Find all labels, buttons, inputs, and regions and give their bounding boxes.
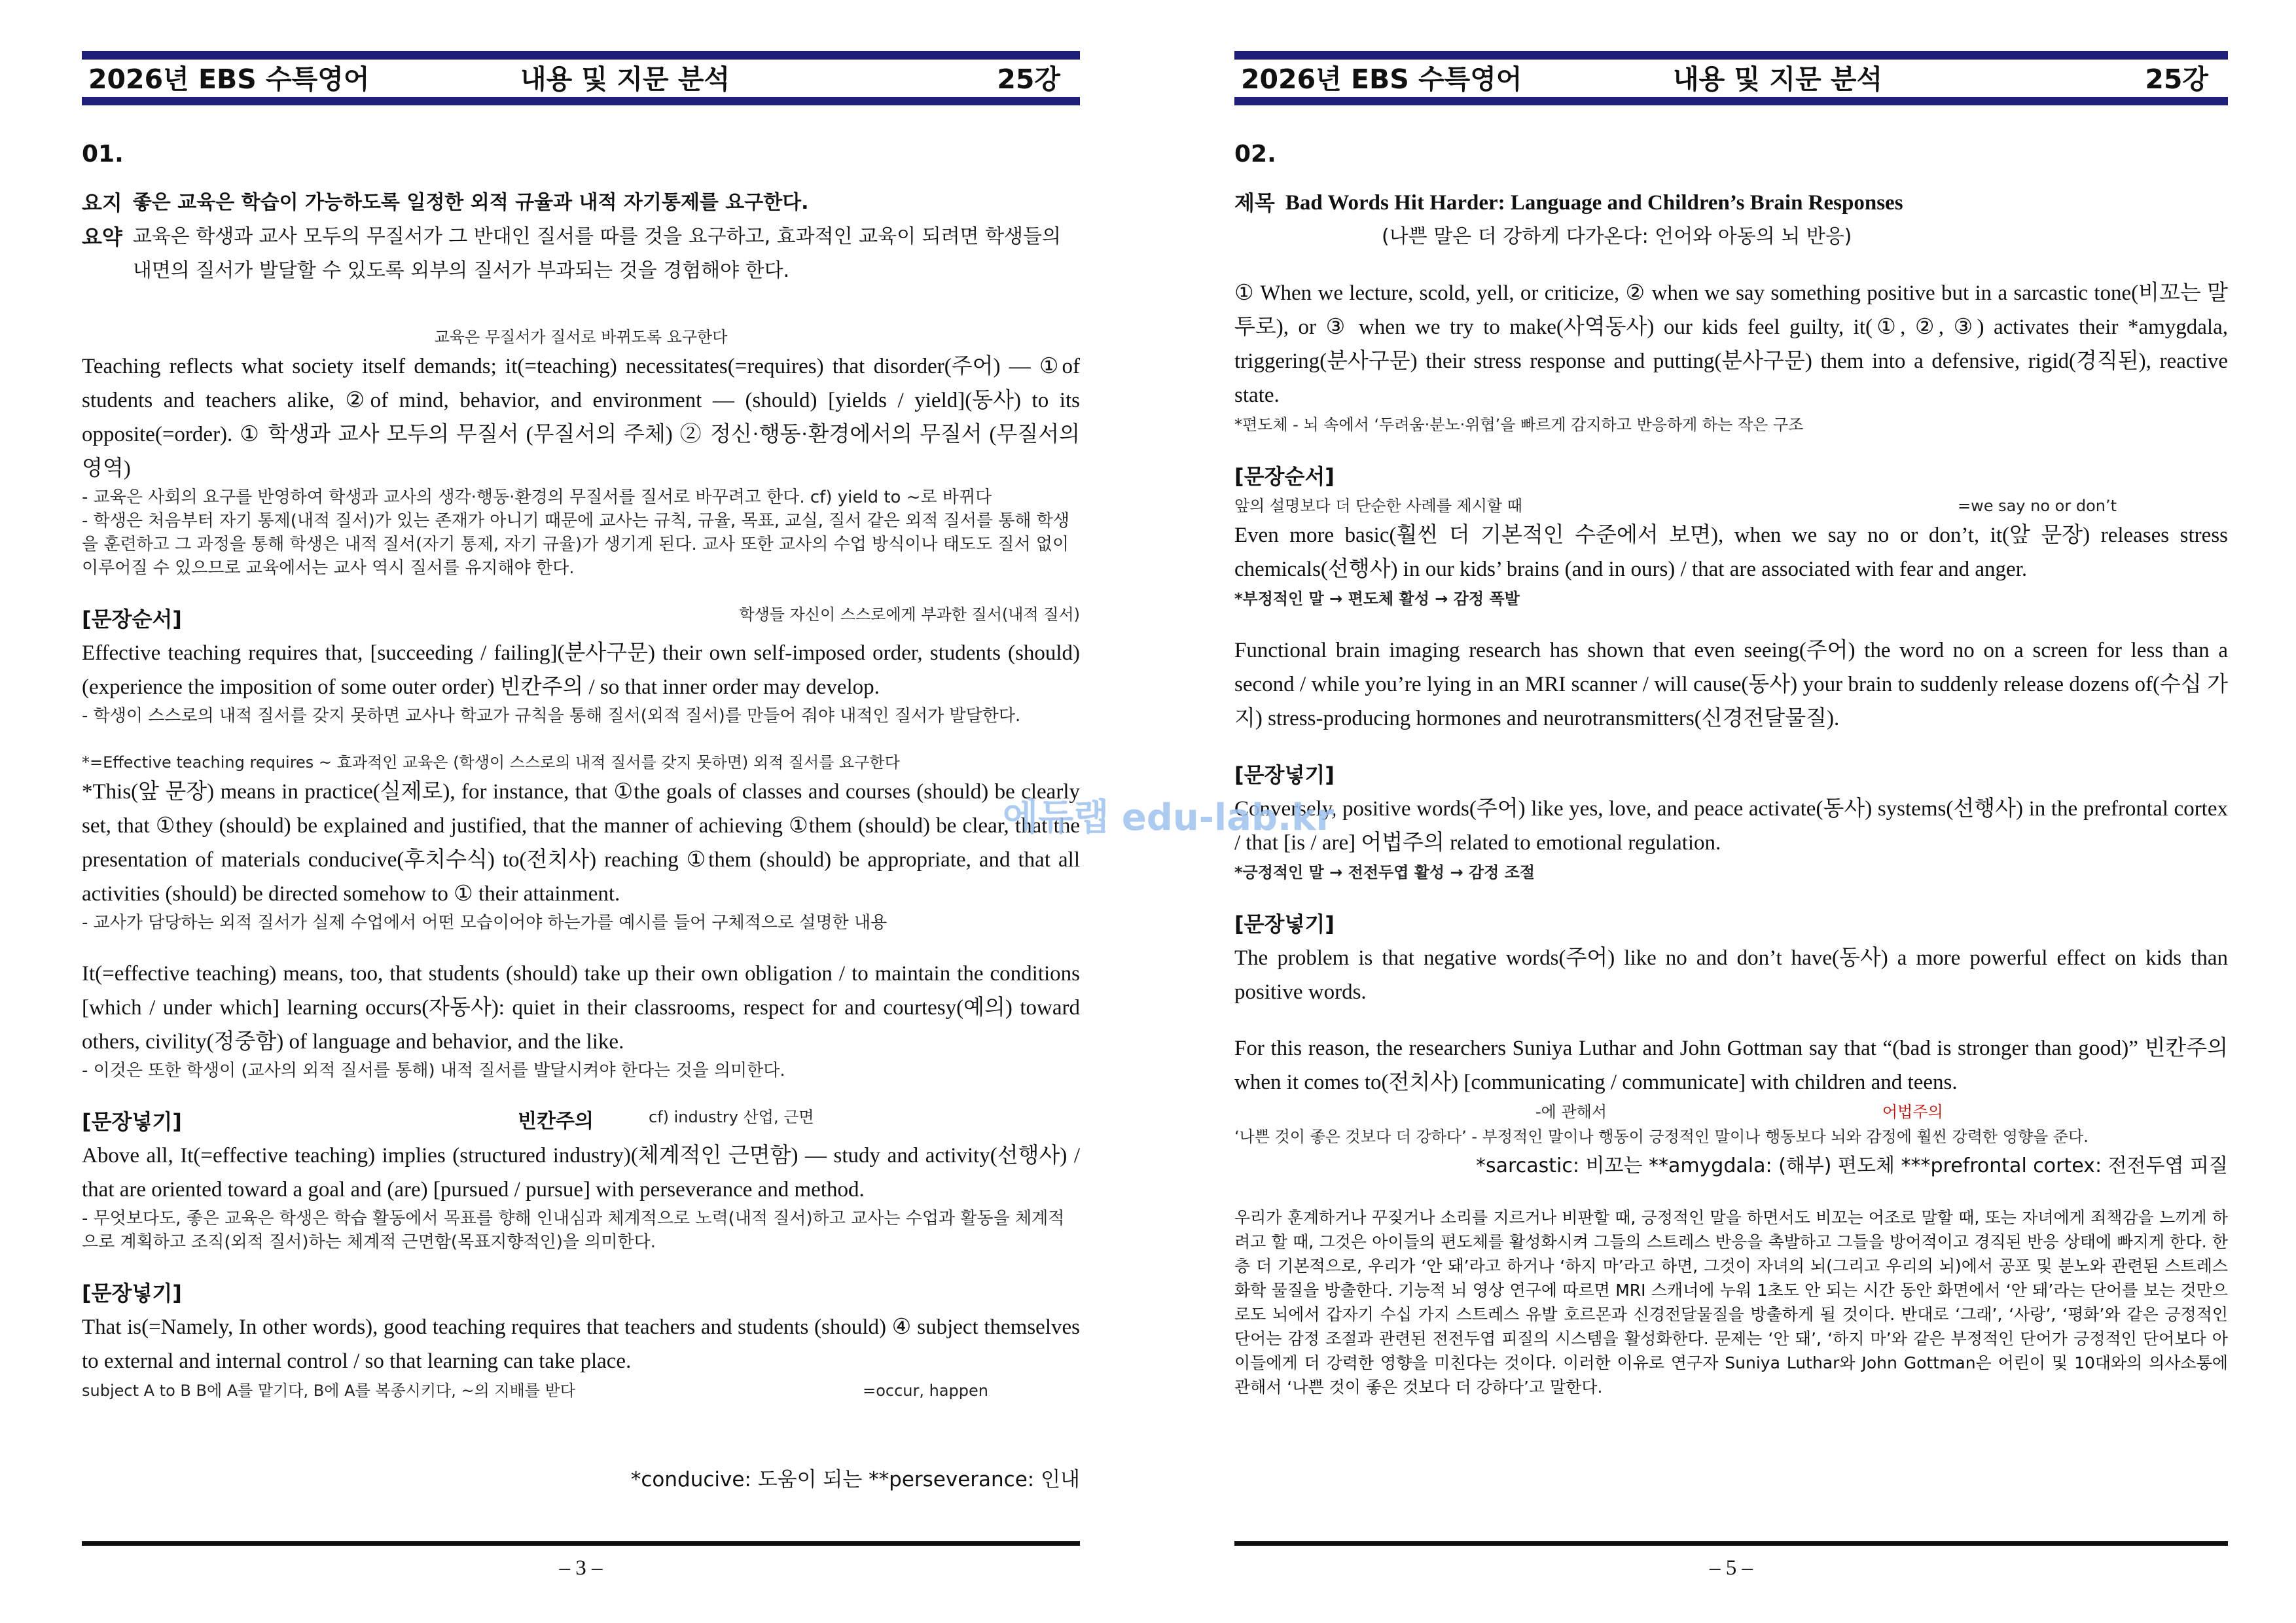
s1-annotation-2: =we say no or don’t bbox=[1957, 497, 2117, 515]
sentence-5: That is(=Namely, In other words), good teaching requires that teachers and students (should) ④ subject themselves to external and internal control / so that learning can take place. bbox=[82, 1315, 1080, 1373]
s5-notes bbox=[82, 1378, 1080, 1403]
s3-note: - 이것은 또한 학생이 (교사의 외적 질서를 통해) 내적 질서를 발달시켜야 한다는 것을 의미한다. bbox=[82, 1061, 785, 1080]
paragraph-1: ① When we lecture, scold, yell, or criticize, ② when we say something positive but in a sarcastic tone(비꼬는 말투로), or ③ when we try to make(사역동사) our kids feel guilty, it(①, ②, ③) activates their *amygdala, triggering(분사구문) their stress response and putting(분사구문) them into a defensive, rigid(경직된), reactive state. bbox=[1234, 281, 2228, 407]
s3-label: [문장넣기] bbox=[1234, 912, 1335, 936]
footer-rule bbox=[1234, 1541, 2228, 1546]
s5-annotation: =occur, happen bbox=[863, 1382, 988, 1400]
paragraph-3: For this reason, the researchers Suniya Luthar and John Gottman say that “(bad is stronger than good)” 빈칸주의 when it comes to(전치사) [communicating / communicate] with children and teens. bbox=[1234, 1037, 2228, 1094]
s2-note: - 교사가 담당하는 외적 질서가 실제 수업에서 어떤 모습이어야 하는가를 예시를 들어 구체적으로 설명한 내용 bbox=[82, 913, 888, 933]
p1-note-2: - 학생은 처음부터 자기 통제(내적 질서)가 있는 존재가 아니기 때문에 교사는 규칙, 규율, 목표, 교실, 질서 같은 외적 질서를 통해 학생을 훈련하고 그 과정을 통해 학생은 내적 질서(자기 통제, 자기 규율)가 생기게 된다. 교사 또한 교사의 수업 방식이나 태도도 질서 없이 이루어질 수 있으므로 교육에서는 교사 역시 질서를 유지해야 한다. bbox=[82, 511, 1069, 578]
s1-label: [문장순서] bbox=[1234, 464, 1335, 489]
left-page bbox=[82, 0, 1080, 1623]
s1-annotations bbox=[1234, 493, 2228, 518]
p3-annotations bbox=[1234, 1099, 2228, 1124]
s1-label: [문장순서] bbox=[82, 607, 182, 632]
s4-annotation-1: 빈칸주의 bbox=[518, 1110, 594, 1133]
header-right: 25강 bbox=[2145, 63, 2208, 95]
passage-number: 02. bbox=[1234, 141, 1276, 168]
s4-label: [문장넣기] bbox=[82, 1109, 182, 1134]
title-text: Bad Words Hit Harder: Language and Children’s Brain Responses bbox=[1285, 191, 1903, 215]
sentence-3: It(=effective teaching) means, too, that students (should) take up their own obligation / to maintain the conditions [which / under which] learning occurs(자동사): quiet in their classrooms, respect for and courtesy(예의) toward others, civility(정중함) of language and behavior, and the like. bbox=[82, 962, 1080, 1054]
s5-label: [문장넣기] bbox=[82, 1281, 182, 1306]
page-header bbox=[82, 58, 1080, 97]
korean-translation: 우리가 훈계하거나 꾸짖거나 소리를 지르거나 비판할 때, 긍정적인 말을 하면서도 비꼬는 어조로 말할 때, 또는 자녀에게 죄책감을 느끼게 하려고 할 때, 그것은 아이들의 편도체를 활성화시켜 그들의 스트레스 반응을 촉발하고 그들을 방어적이고 경직된 반응 상태에 빠지게 한다. 한층 더 기본적으로, 우리가 ‘안 돼’라고 하거나 ‘하지 마’라고 하면, 그것이 자녀의 뇌(그리고 우리의 뇌)에서 공포 및 분노와 관련된 스트레스 화학 물질을 방출한다. 기능적 뇌 영상 연구에 따르면 MRI 스캐너에 누워 1초도 안 되는 시간 동안 화면에서 ‘안 돼’라는 단어를 보는 것만으로도 뇌에서 갑자기 수십 가지 스트레스 유발 호르몬과 신경전달물질을 방출하게 될 것이다. 반대로 ‘그래’, ‘사랑’, ‘평화’와 같은 긍정적인 단어는 감정 조절과 관련된 전전두엽 피질의 시스템을 활성화한다. 문제는 ‘안 돼’, ‘하지 마’와 같은 부정적인 단어가 긍정적인 단어보다 아이들에게 더 강력한 영향을 미친다는 것이다. 이러한 이유로 연구자 Suniya Luthar와 John Gottman은 어린이 및 10대와의 의사소통에 관해서 ‘나쁜 것이 좋은 것보다 더 강하다’고 말한다. bbox=[1234, 1208, 2228, 1397]
s4-note: - 무엇보다도, 좋은 교육은 학생은 학습 활동에서 목표를 향해 인내심과 체계적으로 노력(내적 질서)하고 교사는 수업과 활동을 체계적으로 계획하고 조직(외적 질서)하는 체계적 근면함(목표지향적인)을 의미한다. bbox=[82, 1209, 1065, 1252]
p3-note: ‘나쁜 것이 좋은 것보다 더 강하다’ - 부정적인 말이나 행동이 긍정적인 말이나 행동보다 뇌와 감정에 훨씬 강력한 영향을 준다. bbox=[1234, 1128, 2089, 1146]
p3-annotation-2: 어법주의 bbox=[1882, 1103, 1943, 1121]
gist-row bbox=[82, 186, 1080, 220]
left-body bbox=[82, 137, 1080, 1403]
p3-annotation-1: -에 관해서 bbox=[1535, 1103, 1607, 1121]
sentence-1: Even more basic(훨씬 더 기본적인 수준에서 보면), when we say no or don’t, it(앞 문장) releases stress chemicals(선행사) in our kids’ brains (and in ours) / that are associated with fear and anger. bbox=[1234, 524, 2228, 581]
glossary: *conducive: 도움이 되는 **perseverance: 인내 bbox=[630, 1468, 1080, 1491]
sentence-2: Conversely, positive words(주어) like yes, love, and peace activate(동사) systems(선행사) in the prefrontal cortex / that [is / are] 어법주의 related to emotional regulation. bbox=[1234, 797, 2228, 855]
right-page bbox=[1234, 0, 2228, 1623]
footer-rule bbox=[82, 1541, 1080, 1546]
header-left: 2026년 EBS 수특영어 bbox=[88, 63, 370, 95]
s5-note: subject A to B B에 A를 맡기다, B에 A를 복종시키다, ~의 지배를 받다 bbox=[82, 1382, 575, 1400]
sentence-1: Effective teaching requires that, [succeeding / failing](분사구문) their own self-imposed order, students (should) (experience the imposition of some outer order) 빈칸주의 / so that inner order may develop. bbox=[82, 641, 1080, 699]
header-center: 내용 및 지문 분석 bbox=[520, 63, 730, 95]
summary-row bbox=[82, 220, 1080, 288]
s1-note: - 학생이 스스로의 내적 질서를 갖지 못하면 교사나 학교가 규칙을 통해 질서(외적 질서)를 만들어 줘야 내적인 질서가 발달한다. bbox=[82, 706, 1021, 726]
right-body bbox=[1234, 137, 2228, 1399]
p1-note: *편도체 - 뇌 속에서 ‘두려움·분노·위협’을 빠르게 감지하고 반응하게 하는 작은 구조 bbox=[1234, 416, 1804, 434]
passage-number: 01. bbox=[82, 141, 124, 168]
watermark: 에듀랩 edu-lab.kr bbox=[1003, 796, 1335, 839]
sentence-4: Above all, It(=effective teaching) implies (structured industry)(체계적인 근면함) — study and activity(선행사) / that are oriented toward a goal and (are) [pursued / pursue] with perseverance and method. bbox=[82, 1144, 1080, 1202]
paragraph-1: Teaching reflects what society itself demands; it(=teaching) necessitates(=requires) that disorder(주어) — ①of students and teachers alike, ②of mind, behavior, and environment — (should) [yields / yield](동사) to its opposite(=order). ① 학생과 교사 모두의 무질서 (무질서의 주체) ② 정신·행동·환경에서의 무질서 (무질서의 영역) bbox=[82, 355, 1080, 480]
s1-note: *부정적인 말 → 편도체 활성 → 감정 폭발 bbox=[1234, 590, 1520, 608]
header-right: 25강 bbox=[997, 63, 1060, 95]
s1-annotation: 학생들 자신이 스스로에게 부과한 질서(내적 질서) bbox=[739, 605, 1080, 624]
s2-annotation: *=Effective teaching requires ~ 효과적인 교육은 (학생이 스스로의 내적 질서를 갖지 못하면) 외적 질서를 요구한다 bbox=[82, 753, 900, 772]
page-number: – 5 – bbox=[1710, 1556, 1753, 1580]
summary-text: 교육은 학생과 교사 모두의 무질서가 그 반대인 질서를 따를 것을 요구하고, 효과적인 교육이 되려면 학생들의 내면의 질서가 발달할 수 있도록 외부의 질서가 부과되는 것을 경험해야 한다. bbox=[132, 225, 1061, 282]
header-center: 내용 및 지문 분석 bbox=[1673, 63, 1883, 95]
s4-annotation-2: cf) industry 산업, 근면 bbox=[649, 1108, 814, 1126]
title-label: 제목 bbox=[1234, 190, 1275, 215]
page-header bbox=[1234, 58, 2228, 97]
page-number: – 3 – bbox=[559, 1556, 603, 1580]
gist-text: 좋은 교육은 학습이 가능하도록 일정한 외적 규율과 내적 자기통제를 요구한다. bbox=[132, 191, 809, 214]
header-bottom-bar bbox=[1234, 97, 2228, 105]
summary-label: 요약 bbox=[82, 224, 122, 249]
paragraph-2: Functional brain imaging research has shown that even seeing(주어) the word no on a screen for less than a second / while you’re lying in an MRI scanner / will cause(동사) your brain to suddenly release dozens of(수십 가지) stress-producing hormones and neurotransmitters(신경전달물질). bbox=[1234, 639, 2228, 730]
sentence-3: The problem is that negative words(주어) like no and don’t have(동사) a more powerful effect on kids than positive words. bbox=[1234, 946, 2228, 1004]
p1-note-1: - 교육은 사회의 요구를 반영하여 학생과 교사의 생각·행동·환경의 무질서를 질서로 바꾸려고 한다. cf) yield to ~로 바뀌다 bbox=[82, 488, 992, 507]
gist-label: 요지 bbox=[82, 190, 122, 215]
s2-label: [문장넣기] bbox=[1234, 762, 1335, 787]
s2-note: *긍정적인 말 → 전전두엽 활성 → 감정 조절 bbox=[1234, 863, 1535, 882]
title-korean: (나쁜 말은 더 강하게 다가온다: 언어와 아동의 뇌 반응) bbox=[1382, 225, 1852, 248]
header-left: 2026년 EBS 수특영어 bbox=[1241, 63, 1522, 95]
sentence-2: *This(앞 문장) means in practice(실제로), for instance, that ①the goals of classes and courses (should) be clearly set, that ①they (should) be explained and justified, that the manner of achieving ①them (should) be clear, that the presentation of materials conducive(후치수식) to(전치사) reaching ①them (should) be appropriate, and that all activities (should) be directed somehow to ① their attainment. bbox=[82, 780, 1080, 906]
s4-header bbox=[82, 1105, 1080, 1139]
header-bottom-bar bbox=[82, 97, 1080, 105]
s1-annotation-1: 앞의 설명보다 더 단순한 사례를 제시할 때 bbox=[1234, 497, 1522, 515]
glossary: *sarcastic: 비꼬는 **amygdala: (해부) 편도체 ***prefrontal cortex: 전전두엽 피질 bbox=[1476, 1154, 2228, 1177]
s1-header bbox=[82, 602, 1080, 636]
p1-annotation: 교육은 무질서가 질서로 바뀌도록 요구한다 bbox=[434, 328, 728, 346]
title-row bbox=[1234, 186, 2228, 220]
